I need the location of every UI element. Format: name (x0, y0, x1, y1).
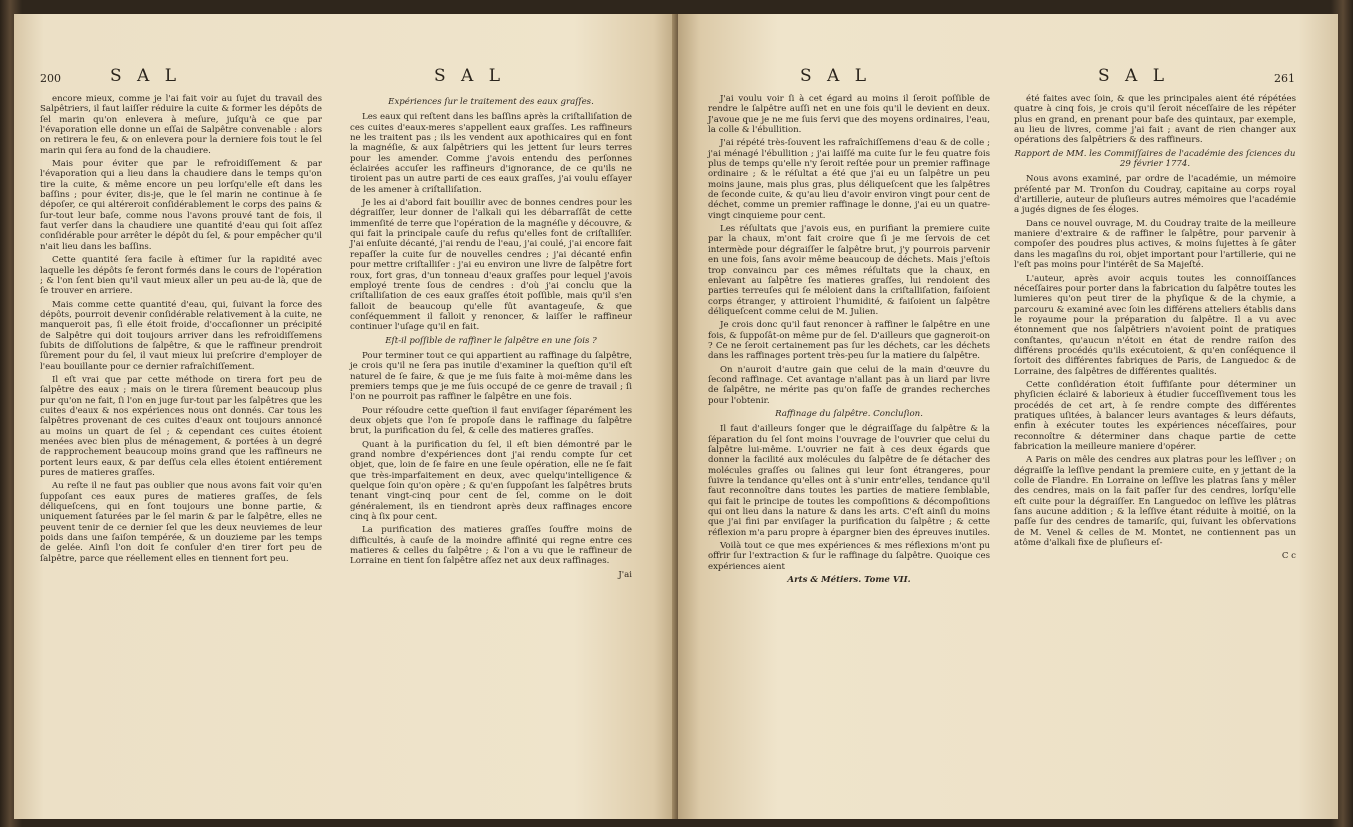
section-heading: Eſt-il poſſible de raffiner le ſalpêtre en une ſois ? (385, 335, 597, 346)
paragraph: Pour réſoudre cette queſtion il faut enviſager ſéparément les deux objets que l'on ſe propoſe dans le raffinage du ſalpêtre brut, la purification du ſel, & celle des matieres graſſes. (350, 405, 632, 437)
page-number: 200 (40, 72, 61, 85)
paragraph: Cette quantité ſera facile à eſtimer ſur la rapidité avec laquelle les dépôts ſe feront formés dans le cours de l'opération ; & l'on ſent bien qu'il vaut mieux aller un peu au-de là, que de ſe trouver en arriere. (40, 255, 322, 297)
paragraph: Les eaux qui reſtent dans les baſſins après la criſtalliſation de ces cuites d'eaux-meres s'appellent eaux graſſes. Les raffineurs ne les traitent pas ; ils les vendent aux apothicaires qui en font la magnéſie, & aux ſalpêtriers qui les jettent ſur leurs terres pour les amender. Comme j'avois entendu des perſonnes éclairées accuſer les raffineurs d'ignorance, de ce qu'ils ne tiroient pas un autre parti de ces eaux graſſes, j'ai voulu eſſayer de les amener à criſtalliſation. (350, 112, 632, 195)
right-page (678, 14, 1338, 819)
paragraph: encore mieux, comme je l'ai fait voir au ſujet du travail des Salpêtriers, il faut laiſſer réduire la cuite & former les dépôts de ſel marin qu'on enlevera à meſure, juſqu'à ce que par l'évaporation elle donne un eſſai de Salpêtre convenable : alors on retirera le feu, & on enlevera pour la derniere fois tout le ſel marin qui ſera au fond de la chaudiere. (40, 94, 322, 156)
paragraph: Nous avons examiné, par ordre de l'académie, un mémoire préſenté par M. Tronſon du Coudray, capitaine au corps royal d'artillerie, auteur de pluſieurs autres mémoires que l'académie a jugés dignes de ſes éloges. (1014, 174, 1296, 216)
paragraph: Je crois donc qu'il faut renoncer à raffiner le ſalpêtre en une fois, & ſuppoſât-on même pur de ſel. D'ailleurs que gagneroit-on ? Ce ne ſeroit certainement pas ſur les déchets, car les déchets dans les raffinages portent très-peu ſur la matiere du ſalpêtre. (708, 320, 990, 362)
paragraph: Mais comme cette quantité d'eau, qui, ſuivant la force des dépôts, pourroit devenir conſidérable relativement à la cuite, ne manqueroit pas, ſi elle étoit froide, d'occaſionner un précipité de Salpêtre qui doit toujours arriver dans les refroidiſſemens ſubits de diſſolutions de ſalpêtre, & que le raffineur prendroit ſûrement pour du ſel, il vaut mieux lui preſcrire d'employer de l'eau bouillante pour ce dernier rafraîchiſſement. (40, 299, 322, 372)
running-head-right: S A L (1098, 66, 1170, 86)
section-heading: Raffinage du ſalpêtre. Concluſion. (775, 408, 923, 419)
running-head-left: S A L (110, 66, 182, 86)
paragraph: Les réſultats que j'avois eus, en purifiant la premiere cuite par la chaux, m'ont fait croire que ſi je me ſervois de cet intermède pour dégraiſſer le ſalpêtre brut, j'y pourrois parvenir en une fois, ſans avoir même beaucoup de déchets. Mais j'eſtois trop convaincu par ces mêmes réſultats que la chaux, en enlevant au ſalpêtre ſes matieres graſſes, lui rendoient des parties terreuſes qui ſe méloient dans la criſtalliſation, faiſoient corps étranger, y attiroient l'humidité, & faiſoient un ſalpêtre déliqueſcent comme celui de M. Julien. (708, 224, 990, 317)
right-column-2 (1014, 94, 1296, 565)
paragraph: été faites avec ſoin, & que les principales aient été répétées quatre à cinq fois, je crois qu'il ſeroit néceſſaire de les répéter plus en grand, en prenant pour baſe des quintaux, par exemple, au lieu de livres, comme j'ai fait ; avant de rien changer aux opérations des ſalpêtriers & des raffineurs. (1014, 94, 1296, 146)
paragraph: Voilà tout ce que mes expériences & mes réflexions m'ont pu offrir ſur l'extraction & ſur le raffinage du ſalpêtre. Quoique ces expériences aient (708, 541, 990, 572)
paragraph: Pour terminer tout ce qui appartient au raffinage du ſalpêtre, je crois qu'il ne ſera pas inutile d'examiner la queſtion qu'il eſt naturel de ſe faire, & que je me ſuis faite à moi-même dans les premiers temps que je me ſuis occupé de ce genre de travail ; ſi l'on ne pourroit pas raffiner le ſalpêtre en une fois. (350, 350, 632, 403)
section-heading: Expériences ſur le traitement des eaux graſſes. (388, 97, 594, 107)
paragraph: Au reſte il ne faut pas oublier que nous avons fait voir qu'en ſuppoſant ces eaux pures de matieres graſſes, de ſels déliqueſcens, qui en ſont toujours une bonne partie, & uniquement ſaturées par le ſel marin & par le ſalpêtre, elles ne peuvent tenir de ce dernier ſel que les deux neuviemes de leur poids dans une ſaiſon tempérée, & un douzieme par les temps de gelée. Ainſi l'on doit ſe conſuler d'en tirer fort peu de ſalpêtre, parce que réellement elles en tiennent fort peu. (40, 481, 322, 564)
left-column-2 (350, 94, 632, 583)
paragraph: Je les ai d'abord fait bouillir avec de bonnes cendres pour les dégraiſſer, leur donner de l'alkali qui les débarraſſât de cette immenſité de terre que l'opération de la magnéſie y découvre, & qui fait la principale cauſe du refus qu'elles font de criſtalliſer. J'ai enſuite décanté, j'ai rendu de l'eau, j'ai coulé, j'ai encore fait repaſſer la cuite ſur de nouvelles cendres ; j'ai décanté enfin pour mettre criſtalliſer : j'ai eu environ une livre de ſalpêtre fort roux, fort gras, d'un tonneau d'eaux graſſes pour lequel j'avois employé trente ſous de cendres : d'où j'ai conclu que la criſtalliſation de ces eaux graſſes étoit poſſible, mais qu'il s'en falloit de beaucoup qu'elle fût avantageuſe, & que conſéquemment il falloit y renoncer, & laiſſer le raffineur continuer l'uſage qu'il en fait. (350, 198, 632, 333)
left-page (14, 14, 678, 819)
catchword: J'ai (618, 569, 632, 580)
paragraph: Quant à la purification du ſel, il eſt bien démontré par le grand nombre d'expériences dont j'ai rendu compte ſur cet objet, que, loin de ſe faire en une ſeule opération, elle ne ſe fait que très-imparfaitement en deux, avec quelqu'intelligence & quelque ſoin qu'on opère ; & qu'en ſuppoſant les ſalpêtres bruts tenant vingt-cinq pour cent de ſel, comme on le doit généralement, ils en tiendront après deux raffinages encore cinq à ſix pour cent. (350, 439, 632, 523)
paragraph: La purification des matieres graſſes ſouffre moins de difficultés, à cauſe de la moindre affinité qui regne entre ces matieres & celles du ſalpêtre ; & l'on a vu que le raffineur de Lorraine en tient ſon ſalpêtre aſſez net aux deux raffinages. (350, 525, 632, 567)
paragraph: Il eſt vrai que par cette méthode on tirera fort peu de ſalpêtre des eaux ; mais on le tirera ſûrement beaucoup plus pur qu'on ne fait, ſi l'on en juge ſur-tout par les ſalpêtres que les cuites d'eaux & nos expériences nous ont donnés. Car tous les ſalpêtres provenant de ces cuites d'eaux ont toujours annoncé au moins un quart de ſel ; & cependant ces cuites étoient menées avec bien plus de ménagement, & portées à un degré de rapprochement beaucoup moins grand que les raffineurs ne portent leurs eaux, & par deſſus cela elles étoient entiérement pures de matieres graſſes. (40, 374, 322, 479)
paragraph: L'auteur, après avoir acquis toutes les connoiſſances néceſſaires pour porter dans la fabrication du ſalpêtre toutes les lumieres qu'on peut tirer de la phyſique & de la chymie, a parcouru & examiné avec ſoin les différens atteliers établis dans le royaume pour la préparation du ſalpêtre. Il a vu avec étonnement que nos ſalpêtriers n'avoient point de pratiques conſtantes, qu'aucun n'étoit en état de rendre raiſon des différens procédés qu'ils exécutoient, & qu'en conſéquence il ſortoit des différentes fabriques de Paris, de Languedoc & de Lorraine, des ſalpêtres de différentes qualités. (1014, 273, 1296, 377)
paragraph: Mais pour éviter que par le refroidiſſement & par l'évaporation qui a lieu dans la chaudiere dans le temps qu'on tire la cuite, & même encore un peu lorſqu'elle eſt dans les baſſins ; pour éviter, dis-je, que le ſel marin ne continue à ſe dépoſer, ce qui altéreroit conſidérablement le corps des pains & ſur-tout leur baſe, comme nous l'avons prouvé tant de fois, il faut verſer dans la chaudiere une quantité d'eau qui ſoit aſſez conſidérable pour arrêter le dépôt du ſel, & pour empêcher qu'il n'ait lieu dans les baſſins. (40, 159, 322, 252)
running-head-left: S A L (800, 66, 872, 86)
paragraph: Il faut d'ailleurs ſonger que le dégraiſſage du ſalpêtre & la ſéparation du ſel ſont moins l'ouvrage de l'ouvrier que celui du ſalpêtre lui-même. L'ouvrier ne fait à ces deux égards que donner la facilité aux molécules du ſalpêtre de ſe détacher des molécules graſſes ou ſalines qui leur ſont étrangeres, pour ſuivre la tendance qu'elles ont à s'unir entr'elles, tendance qu'il faut reconnoître dans toutes les parties de matiere ſemblable, qui fait le principe de toutes les compoſitions & décompoſitions qui ont lieu dans la nature & dans les arts. C'eſt ainſi du moins que j'ai fini par enviſager la purification du ſalpêtre ; & cette réflexion m'a paru propre à épargner bien des épreuves inutiles. (708, 424, 990, 538)
paragraph: On n'auroit d'autre gain que celui de la main d'œuvre du ſecond raffinage. Cet avantage n'allant pas à un liard par livre de ſalpêtre, ne mérite pas qu'on faſſe de grandes recherches pour l'obtenir. (708, 364, 990, 406)
left-column-1 (40, 94, 322, 567)
paragraph: J'ai répété très-ſouvent les rafraîchiſſemens d'eau & de colle ; j'ai ménagé l'ébullition ; j'ai laiſſé ma cuite ſur le feu quatre fois plus de temps qu'elle n'y ſeroit reſtée pour un premier raffinage ordinaire ; & le réſultat a été que j'ai eu un ſalpêtre un peu moins jaune, mais plus gras, plus déliqueſcent que les ſalpêtres de ſeconde cuite, & qu'au lieu d'avoir environ vingt pour cent de déchet, comme un premier raffinage le donne, j'ai eu un quatre-vingt cinquieme pour cent. (708, 138, 990, 221)
paragraph: Dans ce nouvel ouvrage, M. du Coudray traite de la meilleure maniere d'extraire & de raffiner le ſalpêtre, pour parvenir à compoſer des poudres plus actives, & moins ſujettes à ſe gâter dans les magaſins du roi, objet important pour l'artillerie, qui ne l'eſt pas moins pour l'intérêt de Sa Majeſté. (1014, 218, 1296, 271)
paragraph: A Paris on mêle des cendres aux platras pour les leſſiver ; on dégraiſſe la leſſive pendant la premiere cuite, en y jettant de la colle de Flandre. En Lorraine on leſſive les platras ſans y mêler des cendres, mais on la fait paſſer ſur des cendres, lorſqu'elle eſt cuite pour la dégraiſſer. En Languedoc on leſſive les plâtras ſans aucune addition ; & la leſſive étant réduite à moitié, on la paſſe ſur des cendres de tamariſc, qui, ſuivant les obſervations de M. Venel & celles de M. Montet, ne contiennent pas un atôme d'alkali fixe de pluſieurs eſ- (1014, 455, 1296, 549)
page-footer: Arts & Métiers. Tome VII. (787, 575, 911, 586)
paragraph: Cette conſidération étoit ſuffiſante pour déterminer un phyſicien éclairé & laborieux à étudier ſucceſſivement tous les procédés de cet art, à ſe rendre compte des différentes pratiques uſitées, à balancer leurs avantages & leurs défauts, enfin à exécuter toutes les expériences néceſſaires, pour reconnoître & déterminer dans chaque partie de cette fabrication la meilleure maniere d'opérer. (1014, 379, 1296, 452)
right-column-1 (708, 94, 990, 588)
signature-mark: C c (1281, 551, 1296, 562)
running-head-right: S A L (434, 66, 506, 86)
section-heading: Rapport de MM. les Commiſſaires de l'académie des ſciences du 29 février 1774. (1014, 148, 1296, 170)
paragraph: J'ai voulu voir ſi à cet égard au moins il ſeroit poſſible de rendre le ſalpêtre auſſi net en une fois qu'il le devient en deux. J'avoue que je ne me ſuis ſervi que des moyens ordinaires, l'eau, la colle & l'ébullition. (708, 94, 990, 136)
page-number: 261 (1274, 72, 1295, 85)
